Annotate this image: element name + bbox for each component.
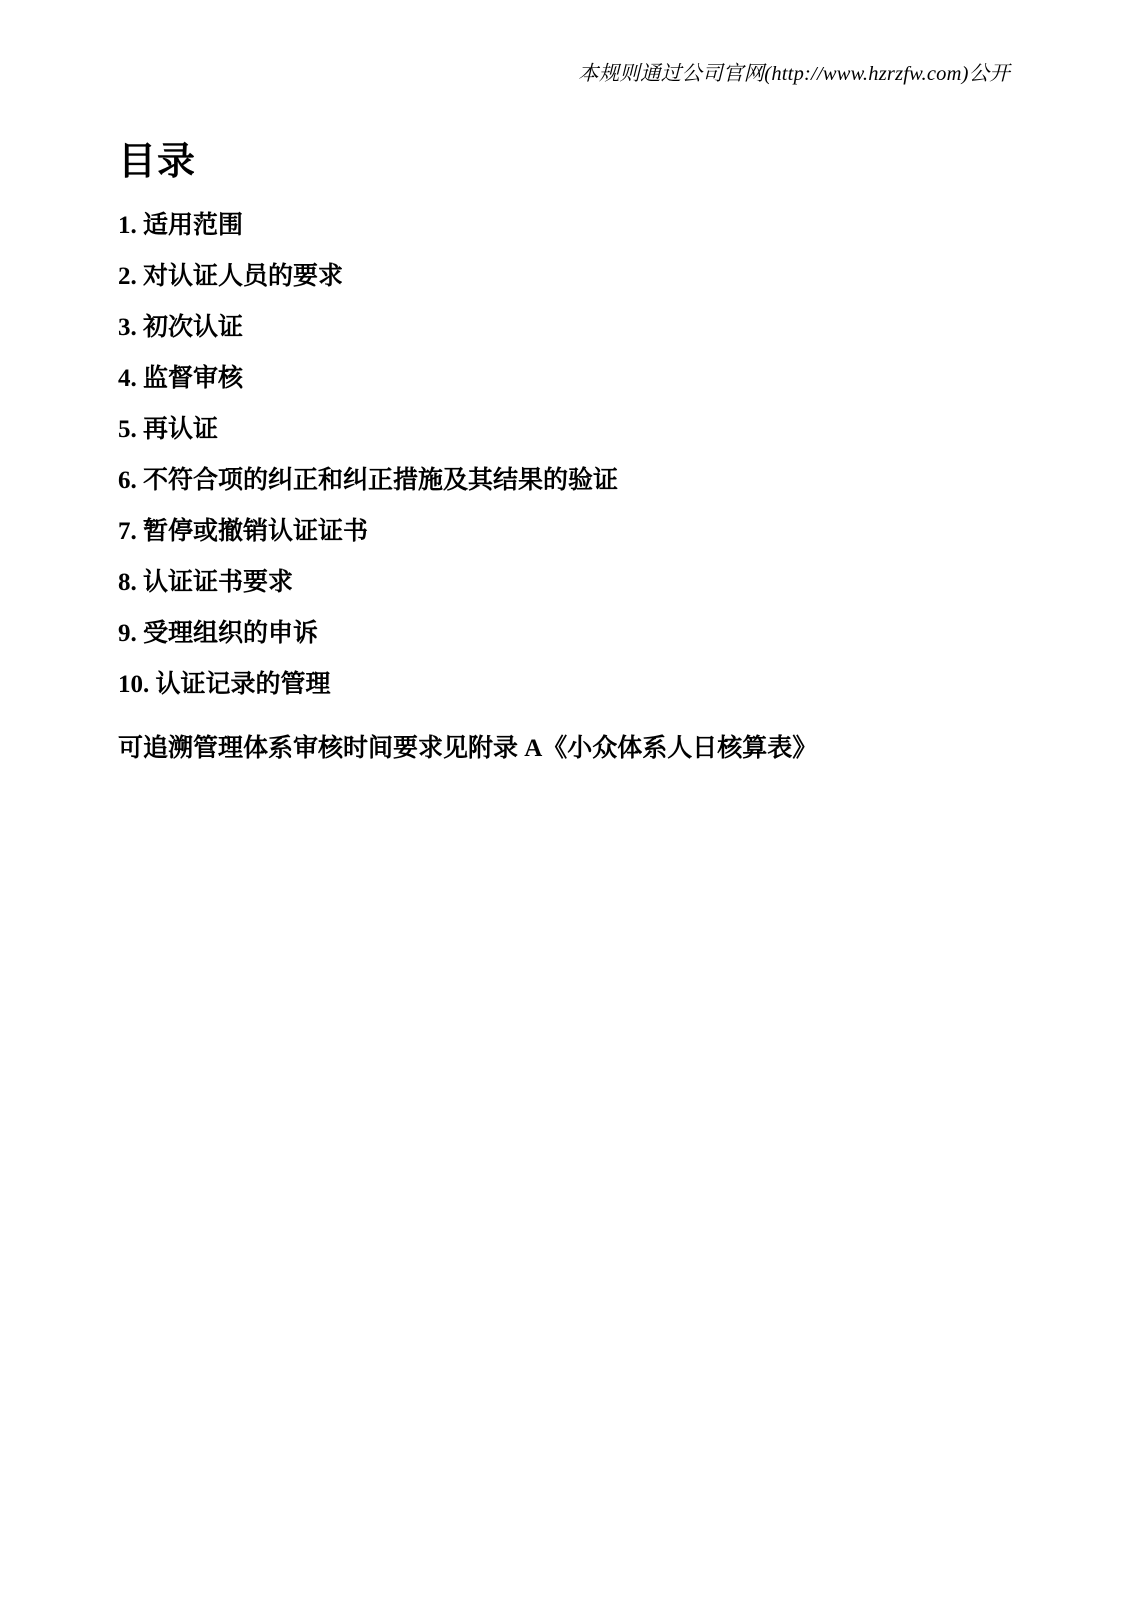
toc-item-number: 8.: [118, 568, 137, 596]
toc-item-label: 初次认证: [143, 313, 244, 341]
toc-item-number: 7.: [118, 517, 137, 545]
list-item: [118, 608, 1018, 659]
table-of-contents: [118, 200, 1018, 710]
toc-item-number: 5.: [118, 415, 137, 443]
toc-item-number: 9.: [118, 619, 137, 647]
list-item: [118, 506, 1018, 557]
list-item: [118, 353, 1018, 404]
toc-item-label: 认证证书要求: [143, 568, 294, 596]
toc-item-number: 1.: [118, 211, 137, 239]
page-title: 目录: [118, 141, 197, 183]
toc-item-number: 3.: [118, 313, 137, 341]
toc-item-label: 暂停或撤销认证证书: [143, 517, 369, 545]
page-header-note: 本规则通过公司官网(http://www.hzrzfw.com)公开: [578, 63, 1010, 85]
toc-item-label: 监督审核: [143, 364, 244, 392]
list-item: [118, 251, 1018, 302]
toc-item-label: 不符合项的纠正和纠正措施及其结果的验证: [143, 466, 619, 494]
list-item: [118, 302, 1018, 353]
toc-item-label: 认证记录的管理: [155, 670, 331, 698]
toc-item-number: 4.: [118, 364, 137, 392]
list-item: [118, 557, 1018, 608]
document-content: [118, 140, 1018, 764]
list-item: [118, 200, 1018, 251]
toc-item-label: 对认证人员的要求: [143, 262, 344, 290]
list-item: [118, 659, 1018, 710]
toc-item-number: 10.: [118, 670, 150, 698]
toc-footnote: 可追溯管理体系审核时间要求见附录 A《小众体系人日核算表》: [118, 734, 818, 762]
toc-item-number: 6.: [118, 466, 137, 494]
toc-item-number: 2.: [118, 262, 137, 290]
toc-item-label: 适用范围: [143, 211, 244, 239]
toc-item-label: 再认证: [143, 415, 219, 443]
list-item: [118, 404, 1018, 455]
toc-item-label: 受理组织的申诉: [143, 619, 319, 647]
list-item: [118, 455, 1018, 506]
